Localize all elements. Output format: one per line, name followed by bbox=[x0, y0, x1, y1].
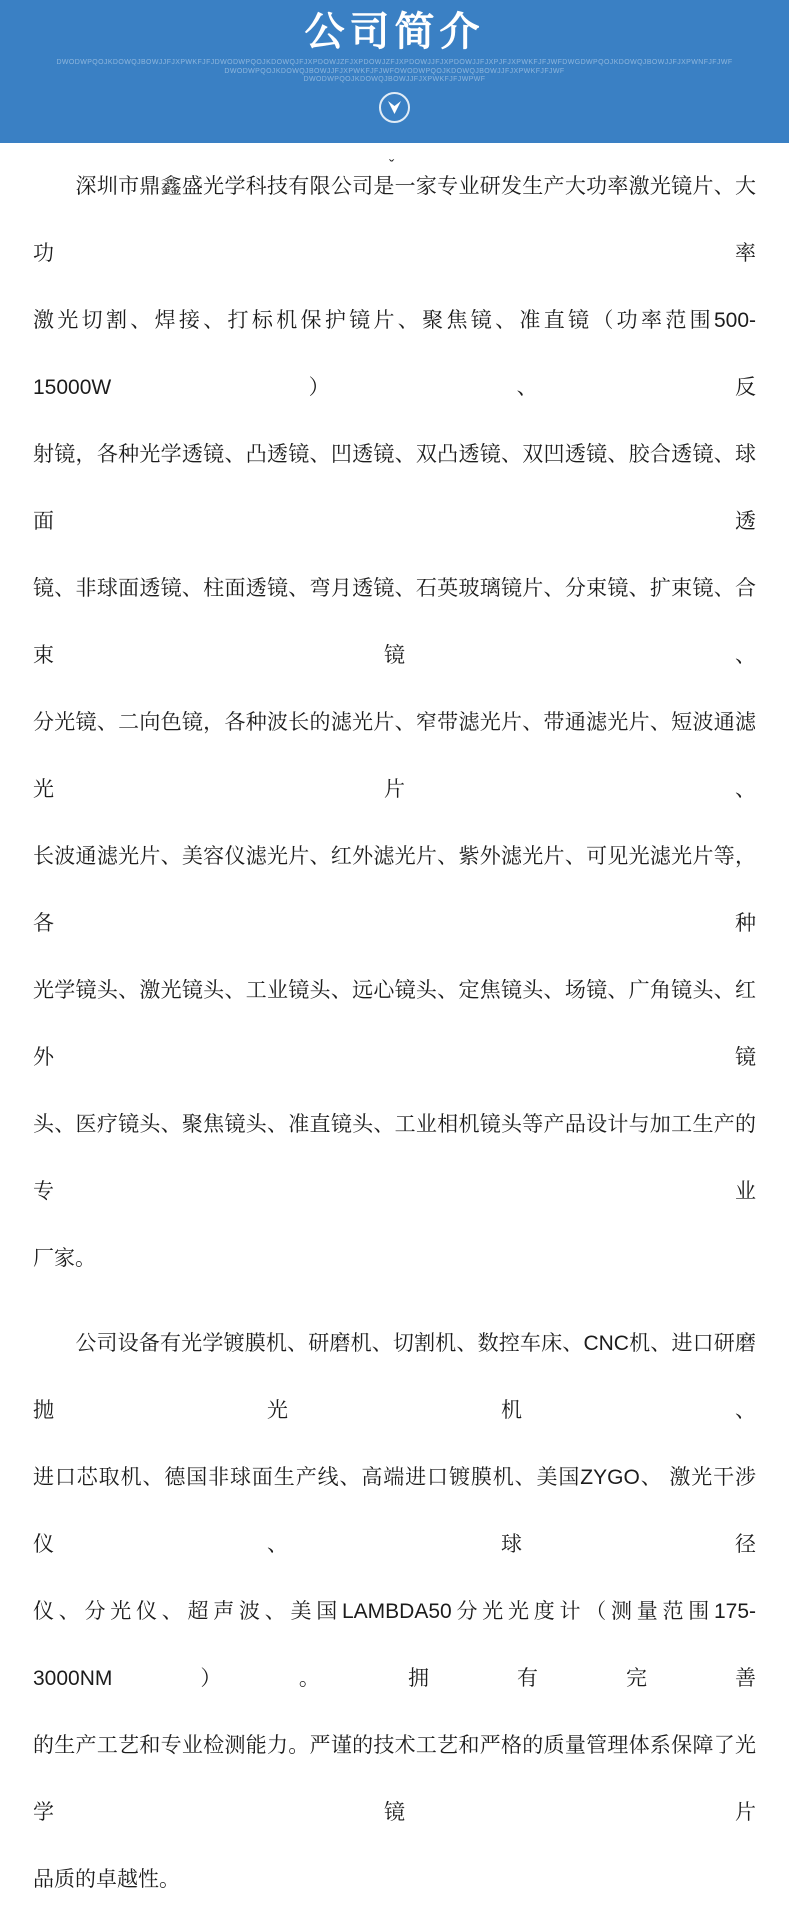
body-text-line: 厂家。 bbox=[33, 1247, 96, 1270]
body-text-line: 射镜，各种光学透镜、凸透镜、凹透镜、双凸透镜、双凹透镜、胶合透镜、球面透 bbox=[33, 443, 756, 533]
caron-annotation-mark: ˇ bbox=[389, 158, 395, 175]
body-text-line: 的生产工艺和专业检测能力。严谨的技术工艺和严格的质量管理体系保障了光学镜片 bbox=[33, 1734, 756, 1824]
body-text-line: 仪、分光仪、超声波、美国LAMBDA50分光光度计（测量范围175-3000NM）。拥有完善 bbox=[33, 1600, 756, 1690]
body-text-line: 公司设备有光学镀膜机、研磨机、切割机、数控车床、CNC机、进口研磨抛光机、 bbox=[33, 1332, 756, 1422]
decorative-text-line: DWODWPQOJKDOWQJBOWJJFJXPWKFJFJWFOWODWPQOJKDOWQJBOWJJFJXPWKFJFJWF bbox=[224, 67, 565, 75]
body-text-line: 进口芯取机、德国非球面生产线、高端进口镀膜机、美国ZYGO、 激光干涉仪、球径 bbox=[33, 1466, 756, 1556]
body-text-line: 品质的卓越性。 bbox=[33, 1868, 180, 1891]
paragraph-company-overview bbox=[33, 153, 756, 1292]
body-text-line: 头、医疗镜头、聚焦镜头、准直镜头、工业相机镜头等产品设计与加工生产的专业 bbox=[33, 1113, 756, 1203]
decorative-text-line: DWODWPQOJKDOWQJBOWJJFJXPWKFJFJWPWF bbox=[303, 76, 486, 83]
page-title: 公司简介 bbox=[304, 10, 485, 54]
scroll-down-chevron-circle-icon[interactable] bbox=[379, 92, 410, 123]
body-text-line: 长波通滤光片、美容仪滤光片、红外滤光片、紫外滤光片、可见光滤光片等，各种 bbox=[33, 845, 756, 935]
body-text-line: 激光切割、焊接、打标机保护镜片、聚焦镜、准直镜（功率范围500-15000W）、反 bbox=[33, 309, 756, 399]
body-text-line: 分光镜、二向色镜，各种波长的滤光片、窄带滤光片、带通滤光片、短波通滤光片、 bbox=[33, 711, 756, 801]
paragraph-company-equipment bbox=[33, 1310, 756, 1913]
body-text-line: 光学镜头、激光镜头、工业镜头、远心镜头、定焦镜头、场镜、广角镜头、红外镜 bbox=[33, 979, 756, 1069]
banner bbox=[0, 0, 789, 143]
body-text-line: 深圳市鼎鑫盛光学科技有限公司是一家专业研发生产大功率激光镜片、大功率 bbox=[33, 175, 756, 265]
company-intro-content bbox=[0, 143, 789, 1913]
chevron-down-glyph bbox=[386, 100, 403, 115]
body-text-line: 镜、非球面透镜、柱面透镜、弯月透镜、石英玻璃镜片、分束镜、扩束镜、合束镜、 bbox=[33, 577, 756, 667]
decorative-text-line: DWODWPQOJKDOWQJBOWJJFJXPWKFJFJDWODWPQOJKDOWQJFJXPDOWJZFJXPDOWJZFJXPDOWJJFJXPDOWJJFJXPJFJXPWKFJFJWFDWGDWPQOJKDOWQJBOWJJFJXPWNFJFJWF bbox=[56, 59, 733, 66]
decorative-text-block bbox=[0, 59, 789, 85]
